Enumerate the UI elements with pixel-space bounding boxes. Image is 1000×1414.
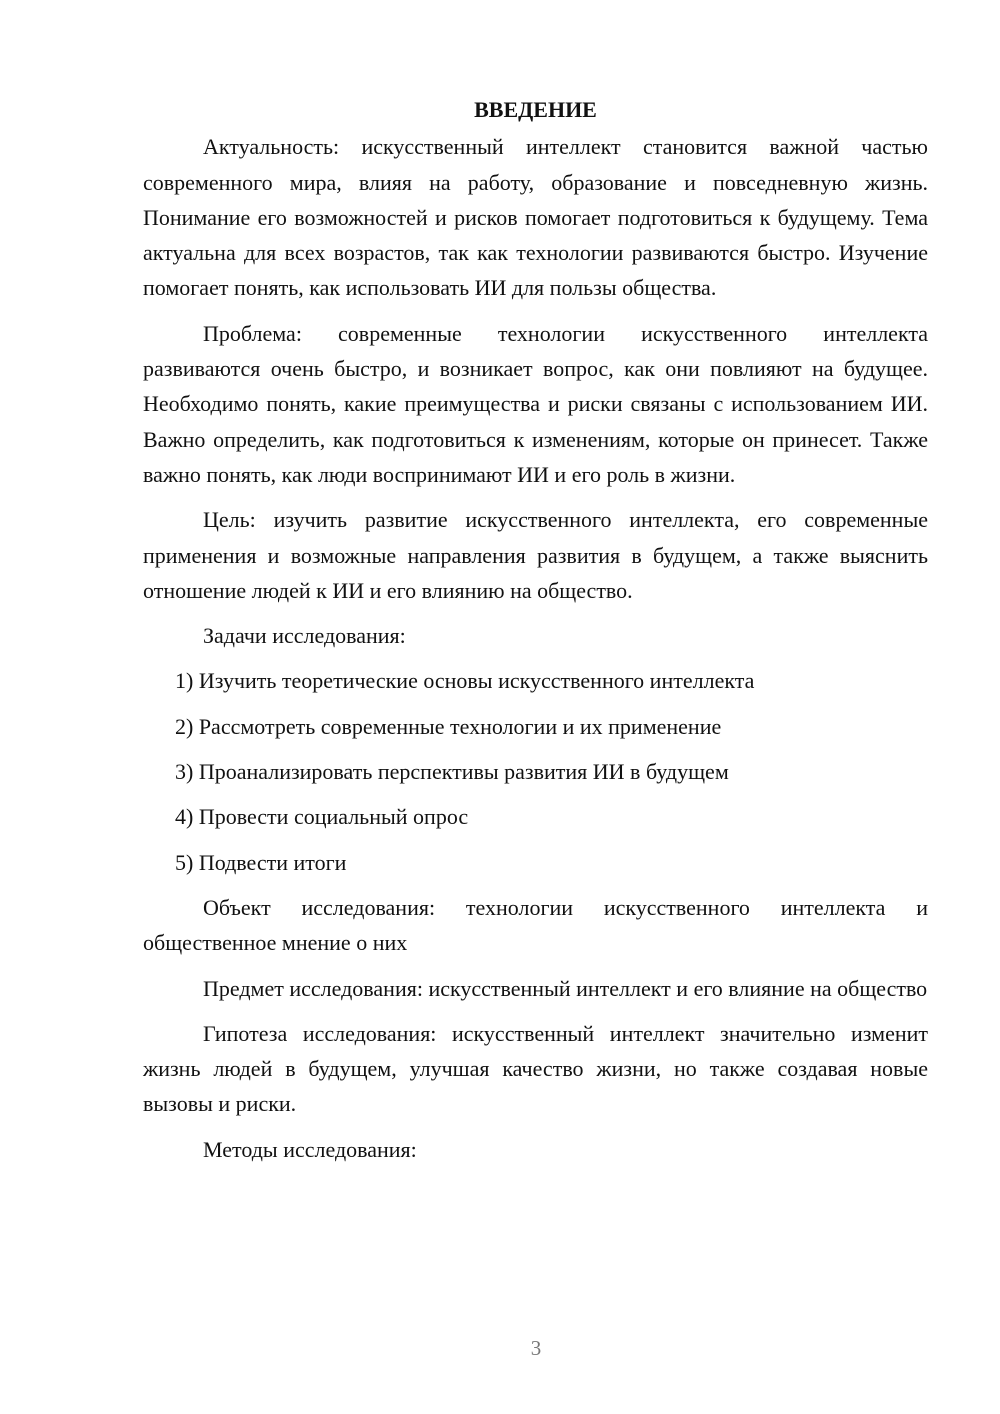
page-content	[143, 92, 928, 1177]
task-item-1: 1) Изучить теоретические основы искусственного интеллекта	[175, 668, 755, 694]
methods-heading: Методы исследования:	[203, 1136, 417, 1162]
subject-paragraph: Предмет исследования: искусственный интеллект и его влияние на общество	[203, 975, 928, 1001]
hypothesis-paragraph: Гипотеза исследования: искусственный интеллект значительно изменит жизнь людей в будущем, улучшая качество жизни, но также создавая новые вызовы и риски.	[143, 1020, 928, 1117]
page-title: ВВЕДЕНИЕ	[474, 97, 597, 122]
tasks-heading: Задачи исследования:	[203, 623, 406, 649]
task-item-4: 4) Провести социальный опрос	[175, 804, 469, 830]
object-paragraph: Объект исследования: технологии искусственного интеллекта и общественное мнение о них	[143, 894, 928, 956]
problem-paragraph: Проблема: современные технологии искусственного интеллекта развиваются очень быстро, и возникает вопрос, как они повлияют на будущее. Необходимо понять, какие преимущества и риски связаны с использованием ИИ. Важно определить, как подготовиться к изменениям, которые он принесет. Также важно понять, как люди воспринимают ИИ и его роль в жизни.	[143, 320, 928, 487]
task-item-3: 3) Проанализировать перспективы развития ИИ в будущем	[175, 759, 729, 785]
page-number: 3	[530, 1336, 542, 1360]
relevance-paragraph: Актуальность: искусственный интеллект становится важной частью современного мира, влияя на работу, образование и повседневную жизнь. Понимание его возможностей и рисков помогает подготовиться к будущему. Тема актуальна для всех возрастов, так как технологии развиваются быстро. Изучение помогает понять, как использовать ИИ для пользы общества.	[143, 134, 928, 301]
task-item-5: 5) Подвести итоги	[175, 849, 347, 875]
goal-paragraph: Цель: изучить развитие искусственного интеллекта, его современные применения и возможные направления развития в будущем, а также выяснить отношение людей к ИИ и его влиянию на общество.	[143, 507, 928, 603]
task-item-2: 2) Рассмотреть современные технологии и их применение	[175, 713, 722, 739]
